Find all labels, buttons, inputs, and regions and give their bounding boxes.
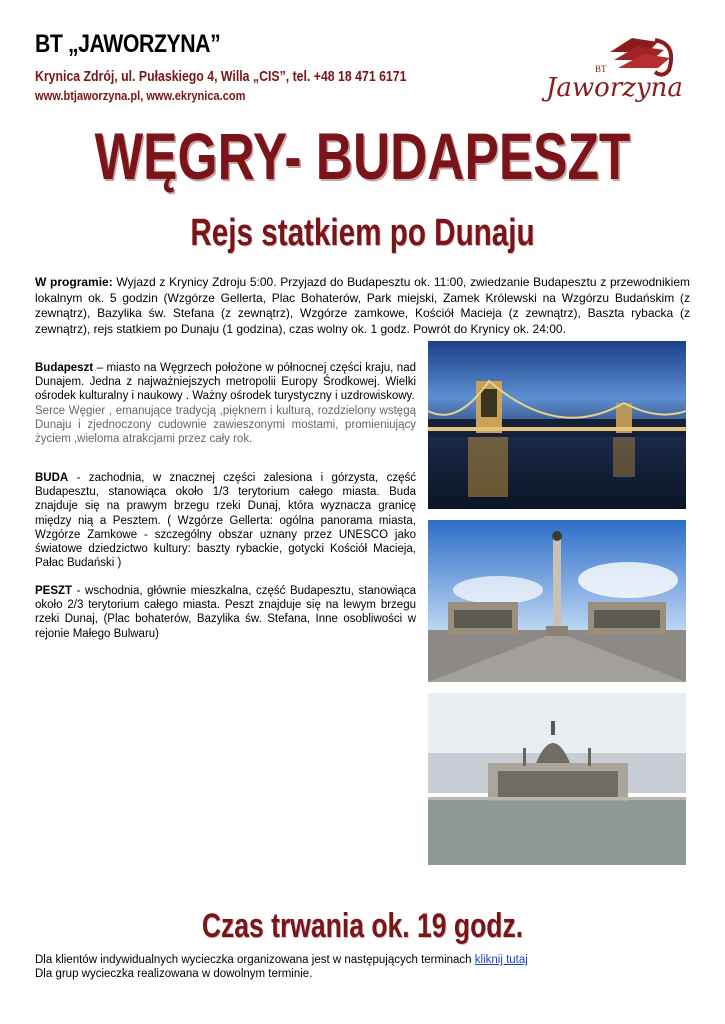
agency-name: BT „JAWORZYNA” — [35, 30, 221, 58]
chain-bridge-photo — [428, 341, 686, 509]
logo-small-text: BT — [595, 64, 607, 74]
footer-line-1: Dla klientów indywidualnych wycieczka organizowana jest w następujących terminach — [35, 954, 475, 966]
heroes-square-photo — [428, 520, 686, 682]
peszt-paragraph — [35, 584, 416, 641]
parliament-photo — [428, 693, 686, 865]
peszt-text: - wschodnia, głównie mieszkalna, część Budapesztu, stanowiąca około 2/3 terytorium całego miasta. Peszt znajduje się na lewym brzegu rzeki Dunaj, (Plac bohaterów, Bazylika św. Stefana, Inne osobliwości w rejonie Małego Bulwaru) — [35, 585, 416, 640]
buda-paragraph — [35, 471, 416, 570]
buda-text: - zachodnia, w znacznej części zalesiona i górzysta, część Budapesztu, stanowiąca około 1/3 terytorium całego miasta. Buda znajduje się na prawym brzegu rzeki Dunaj, która wyznacza granicę między nią a Pesztem. ( Wzgórze Gellerta: ogólna panorama miasta, Wzgórze Zamkowe - szczególny obszar uznany przez UNESCO jako światowe dziedzictwo kultury: baszty rybackie, gotycki Kościół Macieja, Pałac Budański ) — [35, 472, 416, 570]
peszt-label: PESZT — [35, 585, 73, 597]
agency-address: Krynica Zdrój, ul. Pułaskiego 4, Willa „CIS”, tel. +48 18 471 6171 — [35, 68, 407, 85]
budapest-text: – miasto na Węgrzech położone w północnej części kraju, nad Dunajem. Jedna z najważniejszych metropolii Europy Środkowej. Wielki ośrodek kulturalny i naukowy . Ważny ośrodek turystyczny i uzdrowiskowy. — [35, 362, 416, 403]
logo-text: Jaworzyna — [546, 73, 683, 103]
page-subtitle: Rejs statkiem po Dunaju — [190, 212, 535, 254]
agency-logo — [540, 32, 690, 104]
programme-label: W programie: — [35, 275, 113, 289]
programme-paragraph — [35, 275, 690, 337]
page-title: WĘGRY- BUDAPESZT — [94, 119, 631, 193]
footer-line-2: Dla grup wycieczka realizowana w dowolnym terminie. — [35, 968, 313, 980]
programme-text: Wyjazd z Krynicy Zdroju 5:00. Przyjazd do Budapesztu ok. 11:00, zwiedzanie Budapesztu z przewodnikiem lokalnym ok. 5 godzin (Wzgórze Gellerta, Plac Bohaterów, Park miejski, Zamek Królewski na Wzgórzu Budańskim (z zewnątrz), Bazylika św. Stefana (z zewnątrz), Wzgórze zamkowe, Kościół Macieja (z zewnątrz), Baszta rybacka (z zewnątrz), rejs statkiem po Dunaju (1 godzina), czas wolny ok. 1 godz. Powrót do Krynicy ok. 24:00. — [35, 275, 690, 336]
dates-link[interactable]: kliknij tutaj — [474, 954, 528, 966]
duration-heading: Czas trwania ok. 19 godz. — [201, 907, 524, 945]
budapest-label: Budapeszt — [35, 362, 94, 374]
agency-websites: www.btjaworzyna.pl, www.ekrynica.com — [35, 88, 246, 103]
footer — [35, 953, 528, 981]
buda-label: BUDA — [35, 472, 69, 484]
budapest-paragraph — [35, 361, 416, 446]
budapest-gray-text: Serce Węgier , emanujące tradycją ,pięknem i kulturą, rozdzielony wstęgą Dunaju i zjednoczony cudownie zawieszonymi mostami, promieniujący życiem ,wieloma atrakcjami przez cały rok. — [35, 404, 416, 446]
